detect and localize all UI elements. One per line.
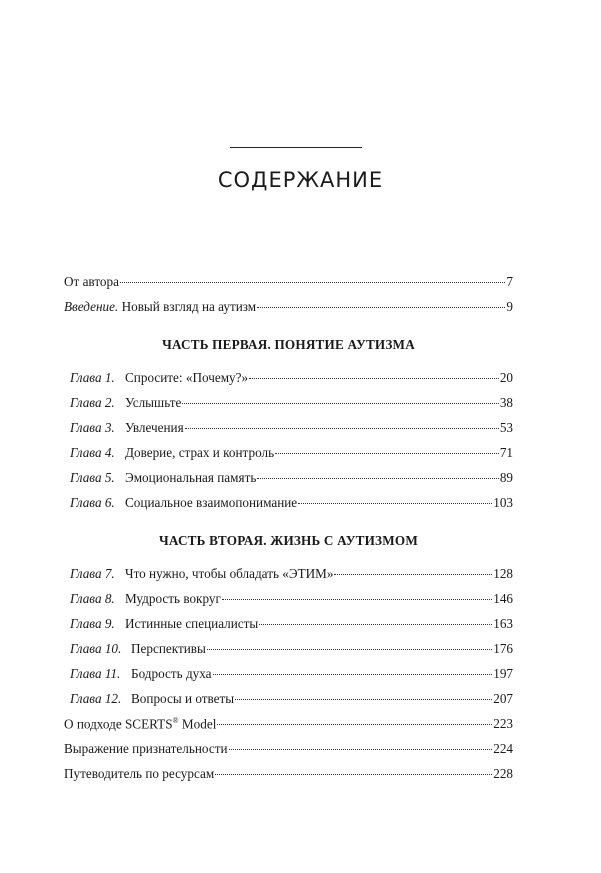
chapter-title: Услышьте — [125, 395, 182, 410]
leader-dots — [215, 774, 492, 775]
chapter-number: Глава 8. — [70, 591, 115, 606]
chapter-title: Мудрость вокруг — [125, 591, 221, 606]
table-of-contents — [64, 274, 513, 791]
toc-chapter-entry[interactable] — [64, 616, 513, 641]
toc-entry-title — [70, 420, 184, 436]
toc-chapter-entry[interactable] — [64, 420, 513, 445]
toc-entry-back-matter[interactable] — [64, 741, 513, 766]
chapter-number: Глава 1. — [70, 370, 115, 385]
toc-chapter-entry[interactable] — [64, 691, 513, 716]
leader-dots — [217, 724, 492, 725]
toc-entry-title-text: Выражение признательности — [64, 741, 228, 756]
toc-entry-introduction[interactable] — [64, 299, 513, 324]
toc-entry-prefix: Введение. — [64, 299, 119, 314]
toc-entry-title — [70, 616, 258, 632]
leader-dots — [298, 503, 492, 504]
leader-dots — [182, 403, 498, 404]
part-heading: ЧАСТЬ ПЕРВАЯ. ПОНЯТИЕ АУТИЗМА — [162, 337, 415, 352]
chapter-number: Глава 9. — [70, 616, 115, 631]
toc-page-number: 71 — [499, 445, 513, 460]
toc-page-number: 163 — [493, 616, 513, 631]
chapter-number: Глава 6. — [70, 495, 115, 510]
chapter-number: Глава 2. — [70, 395, 115, 410]
chapter-title: Доверие, страх и контроль — [125, 445, 275, 460]
toc-chapter-entry[interactable] — [64, 591, 513, 616]
toc-page-number: 146 — [493, 591, 513, 606]
toc-page-number: 228 — [493, 766, 513, 781]
chapter-title: Вопросы и ответы — [131, 691, 235, 706]
leader-dots — [334, 574, 492, 575]
toc-entry-title — [64, 299, 256, 315]
leader-dots — [120, 282, 505, 283]
page-title: СОДЕРЖАНИЕ — [217, 168, 384, 192]
toc-entry-title-text: Новый взгляд на аутизм — [118, 299, 257, 314]
toc-entry-back-matter[interactable] — [64, 766, 513, 791]
chapter-number: Глава 10. — [70, 641, 122, 656]
toc-chapter-entry[interactable] — [64, 445, 513, 470]
leader-dots — [207, 649, 492, 650]
leader-dots — [213, 674, 493, 675]
back-matter-list — [64, 716, 513, 791]
leader-dots — [257, 307, 505, 308]
leader-dots — [185, 428, 499, 429]
chapter-number: Глава 12. — [70, 691, 122, 706]
toc-entry-title — [70, 691, 234, 707]
chapter-title: Истинные специалисты — [125, 616, 259, 631]
chapter-number: Глава 4. — [70, 445, 115, 460]
toc-entry-title-text: О подходе SCERTS — [64, 716, 173, 732]
toc-page-number: 207 — [493, 691, 513, 706]
toc-entry-title — [64, 766, 214, 782]
toc-entry-author[interactable] — [64, 274, 513, 299]
leader-dots — [222, 599, 492, 600]
toc-chapter-entry[interactable] — [64, 566, 513, 591]
toc-entry-title — [70, 370, 248, 386]
toc-entry-title-text: Путеводитель по ресурсам — [64, 766, 215, 781]
leader-dots — [257, 478, 498, 479]
toc-chapter-entry[interactable] — [64, 395, 513, 420]
leader-dots — [259, 624, 492, 625]
title-rule — [230, 147, 362, 148]
chapter-title: Эмоциональная память — [125, 470, 257, 485]
toc-page-number: 7 — [506, 274, 513, 289]
leader-dots — [275, 453, 499, 454]
registered-mark: ® — [172, 716, 179, 725]
part-heading: ЧАСТЬ ВТОРАЯ. ЖИЗНЬ С АУТИЗМОМ — [159, 533, 418, 548]
chapter-title: Увлечения — [125, 420, 184, 435]
toc-chapter-entry[interactable] — [64, 666, 513, 691]
toc-entry-title — [64, 716, 216, 732]
toc-entry-title — [70, 591, 221, 607]
toc-entry-title: От автора — [64, 274, 119, 289]
toc-entry-title — [70, 495, 297, 511]
toc-page-number: 103 — [493, 495, 513, 510]
toc-page-number: 53 — [499, 420, 513, 435]
toc-entry-title — [70, 666, 212, 682]
toc-entry-back-matter[interactable] — [64, 716, 513, 741]
toc-page-number: 9 — [506, 299, 513, 314]
toc-chapter-entry[interactable] — [64, 495, 513, 520]
leader-dots — [249, 378, 499, 379]
part1-chapter-list — [64, 370, 513, 520]
chapter-title: Что нужно, чтобы обладать «ЭТИМ» — [125, 566, 334, 581]
toc-chapter-entry[interactable] — [64, 470, 513, 495]
chapter-number: Глава 11. — [70, 666, 121, 681]
toc-entry-title — [70, 641, 206, 657]
chapter-number: Глава 7. — [70, 566, 115, 581]
toc-page-number: 38 — [499, 395, 513, 410]
leader-dots — [235, 699, 492, 700]
chapter-number: Глава 5. — [70, 470, 115, 485]
chapter-title: Бодрость духа — [131, 666, 212, 681]
toc-entry-title — [70, 566, 333, 582]
toc-page-number: 176 — [493, 641, 513, 656]
toc-entry-title — [70, 470, 256, 486]
toc-page-number: 224 — [493, 741, 513, 756]
toc-chapter-entry[interactable] — [64, 370, 513, 395]
toc-entry-title — [70, 395, 181, 411]
toc-page-number: 128 — [493, 566, 513, 581]
toc-page-number: 197 — [493, 666, 513, 681]
toc-entry-title — [64, 741, 228, 757]
chapter-title: Перспективы — [131, 641, 206, 656]
leader-dots — [229, 749, 493, 750]
toc-page-number: 223 — [493, 716, 513, 732]
chapter-title: Социальное взаимопонимание — [125, 495, 298, 510]
chapter-number: Глава 3. — [70, 420, 115, 435]
toc-page-number: 89 — [499, 470, 513, 485]
part2-chapter-list — [64, 566, 513, 716]
toc-page-number: 20 — [499, 370, 513, 385]
chapter-title: Спросите: «Почему?» — [125, 370, 249, 385]
toc-entry-title — [70, 445, 274, 461]
toc-entry-title-suffix: Model — [178, 716, 217, 732]
toc-chapter-entry[interactable] — [64, 641, 513, 666]
